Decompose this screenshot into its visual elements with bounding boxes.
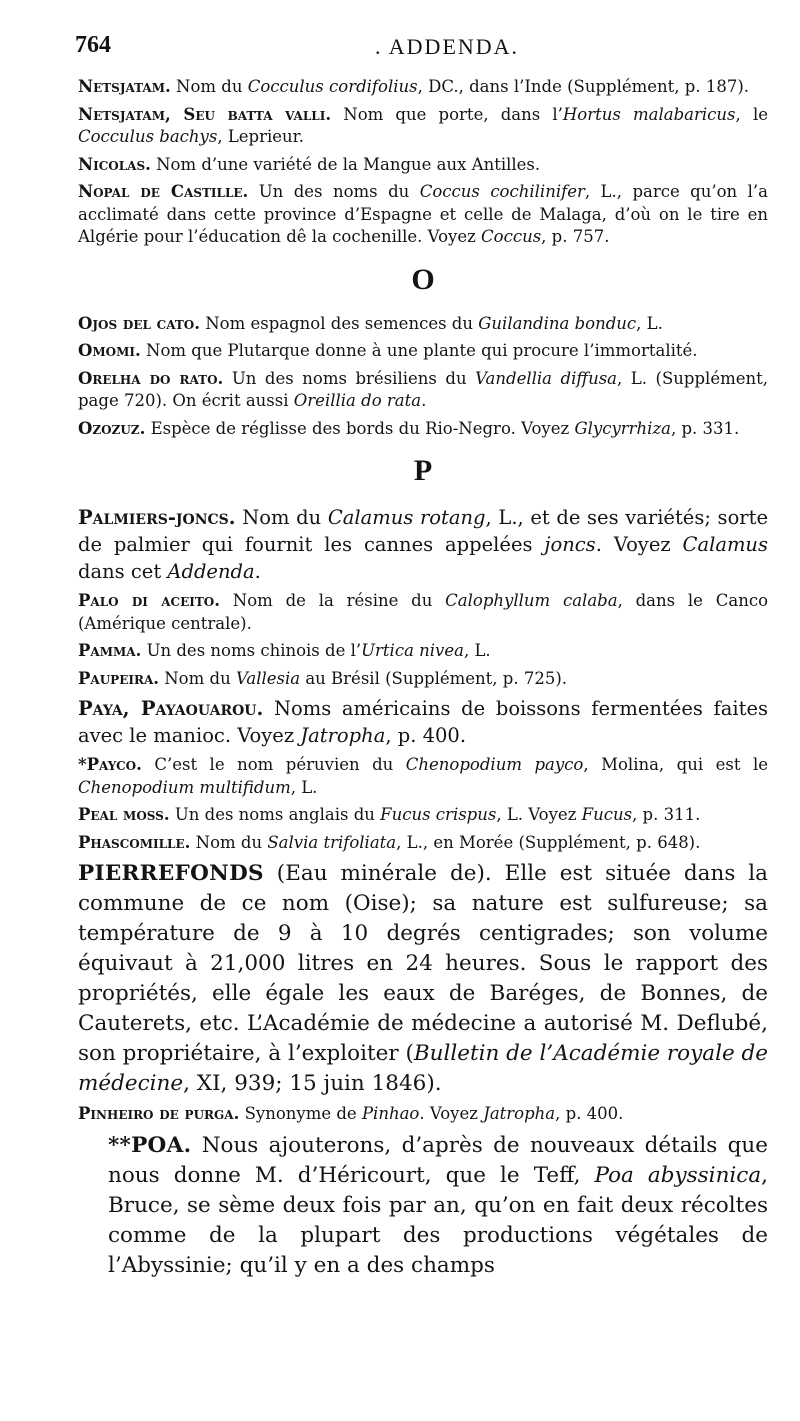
entry-headword: Palmiers-joncs. (78, 506, 236, 529)
entry-headword: Phascomille. (78, 832, 191, 852)
entry-nicolas: Nicolas. Nom d’une variété de la Mangue aux Antilles. (78, 154, 541, 174)
section-letter-o: O (411, 262, 435, 296)
entry-headword: Palo di aceito. (78, 591, 220, 610)
page-header (75, 32, 760, 64)
entry-pamma: Pamma. Un des noms chinois de l’Urtica nivea, L. (78, 641, 491, 660)
entry-pinheiro: Pinheiro de purga. Synonyme de Pinhao. Voyez Jatropha, p. 400. (78, 1104, 624, 1123)
entry-omomi: Omomi. Nom que Plutarque donne à une plante qui procure l’immortalité. (78, 341, 698, 360)
entry-paya: Paya, Payaouarou. Noms américains de boissons fermentées faites avec le manioc. Voyez Jatropha, p. 400. (78, 697, 768, 747)
entry-peal-moss: Peal moss. Un des noms anglais du Fucus crispus, L. Voyez Fucus, p. 311. (78, 805, 701, 824)
entry-paupeira: Paupeira. Nom du Vallesia au Brésil (Supplément, p. 725). (78, 668, 568, 688)
entry-headword: Omomi. (78, 341, 141, 360)
entry-headword: Paupeira. (78, 668, 159, 688)
entry-palo-di-aceito: Palo di aceito. Nom de la résine du Calophyllum calaba, dans le Canco (Amérique centrale). (78, 591, 769, 633)
entry-palmiers-joncs: Palmiers-joncs. Nom du Calamus rotang, L., et de ses variétés; sorte de palmier qui fournit les cannes appelées joncs. Voyez Calamus dans cet Addenda. (78, 506, 769, 583)
entry-ojos: Ojos del cato. Nom espagnol des semences du Guilandina bonduc, L. (78, 313, 663, 333)
entry-headword: Peal moss. (78, 805, 170, 824)
entry-headword: PIERREFONDS (78, 861, 264, 886)
entry-headword: Pamma. (78, 641, 142, 660)
page-number: 764 (75, 32, 111, 58)
entry-headword: Netsjatam. (78, 77, 171, 96)
entry-nopal: Nopal de Castille. Un des noms du Coccus cochilinifer, L., parce qu’on l’a acclimaté dans cette province d’Espagne et celle de Malaga, d’où on le tire en Algérie pour l’éducation dê la cochenille. Voyez Coccus, p. 757. (78, 182, 768, 246)
entry-headword: Ozozuz. (78, 418, 146, 438)
entry-headword: Nicolas. (78, 154, 151, 174)
entry-ozozuz: Ozozuz. Espèce de réglisse des bords du Rio-Negro. Voyez Glycyrrhiza, p. 331. (78, 418, 740, 438)
entry-orelha: Orelha do rato. Un des noms brésiliens du Vandellia diffusa, L. (Supplément, page 720). On écrit aussi Oreillia do rata. (78, 368, 769, 410)
entry-headword: Pinheiro de purga. (78, 1104, 240, 1123)
entry-headword: Nopal de Castille. (78, 182, 249, 201)
entry-headword: **POA. (108, 1132, 192, 1158)
page-content (78, 76, 768, 1285)
entry-headword: Ojos del cato. (78, 313, 200, 333)
running-title: . ADDENDA. (375, 34, 520, 59)
entry-headword: Netsjatam, Seu batta valli. (78, 104, 332, 124)
entry-payco: *Payco. C’est le nom péruvien du Chenopodium payco, Molina, qui est le Chenopodium multifidum, L. (78, 755, 769, 797)
entry-poa: **POA. Nous ajouterons, d’après de nouveaux détails que nous donne M. d’Héricourt, que le Teff, Poa abyssinica, Bruce, se sème deux fois par an, qu’on en fait deux récoltes comme de la plupart des productions végétales de l’Abyssinie; qu’il y en a des champs (108, 1132, 768, 1278)
entry-netsjatam: Netsjatam. Nom du Cocculus cordifolius, DC., dans l’Inde (Supplément, p. 187). (78, 77, 749, 96)
entry-headword: *Payco. (78, 755, 142, 774)
section-letter-p: P (413, 454, 433, 487)
entry-pierrefonds: PIERREFONDS (Eau minérale de). Elle est située dans la commune de ce nom (Oise); sa nature est sulfureuse; sa température de 9 à 10 degrés centigrades; son volume équivaut à 21,000 litres en 24 heures. Sous le rapport des propriétés, elle égale les eaux de Baréges, de Bonnes, de Cauterets, etc. L’Académie de médecine a autorisé M. Deflubé, son propriétaire, à l’exploiter (Bulletin de l’Académie royale de médecine, XI, 939; 15 juin 1846). (78, 861, 769, 1096)
entry-headword: Paya, Payaouarou. (78, 697, 264, 720)
entry-headword: Orelha do rato. (78, 368, 224, 388)
entry-netsjatam-batta-valli: Netsjatam, Seu batta valli. Nom que porte, dans l’Hortus malabaricus, le Cocculus bachys, Leprieur. (78, 104, 768, 146)
entry-phascomille: Phascomille. Nom du Salvia trifoliata, L., en Morée (Supplément, p. 648). (78, 832, 701, 852)
